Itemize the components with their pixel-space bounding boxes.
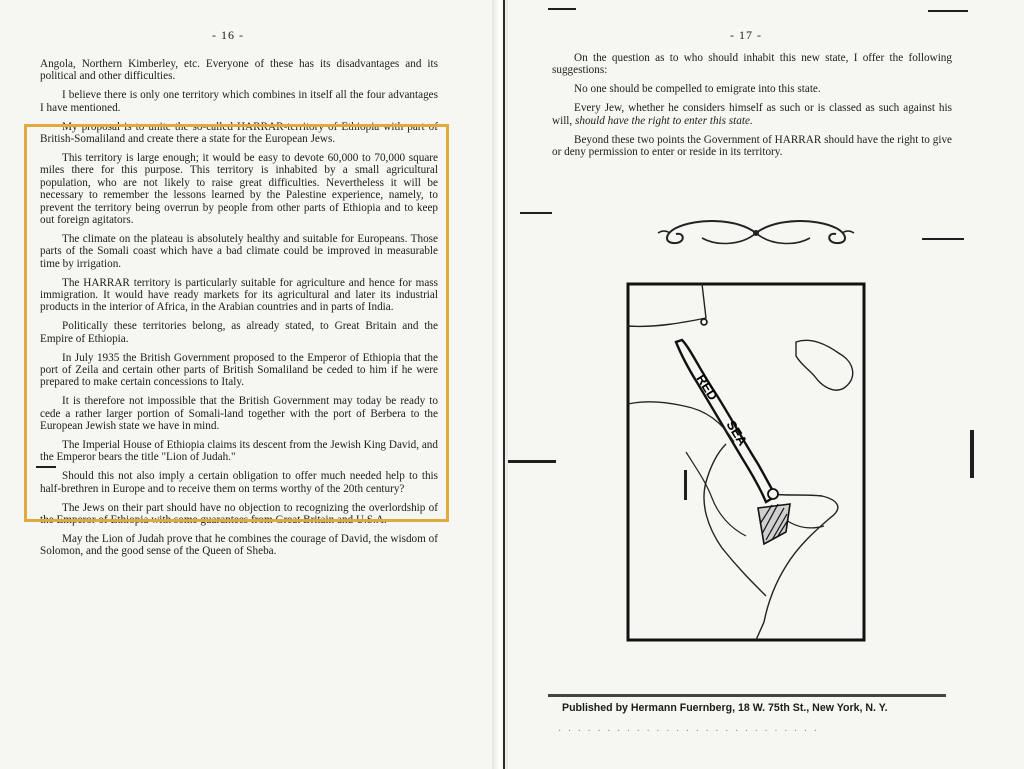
left-page	[0, 0, 492, 769]
scan-mark	[520, 212, 552, 214]
scan-smudge: · · · · · · · · · · · · · · · · · · · · · · · · · · ·	[558, 726, 819, 737]
publisher-footer: Published by Hermann Fuernberg, 18 W. 75th St., New York, N. Y.	[562, 702, 888, 714]
highlight-box	[24, 124, 449, 522]
page-number-right: - 17 -	[730, 28, 762, 42]
page-gutter	[492, 0, 508, 769]
scan-mark	[548, 8, 576, 10]
paragraph-13: May the Lion of Judah prove that he combines the courage of David, the wisdom of Solomon, and the good sense of the Queen of Sheba.	[40, 533, 438, 558]
paragraph-2: I believe there is only one territory which combines in itself all the four advantages I have mentioned.	[40, 89, 438, 114]
paragraph-7: Politically these territories belong, as already stated, to Great Britain and the Empire of Ethiopia.	[40, 320, 438, 345]
paragraph-3: My proposal is to unite the so-called HARRAR-territory of Ethiopia with part of British-Somaliland and create there a state for the European Jews.	[40, 120, 438, 146]
right-paragraph-3	[552, 102, 952, 127]
gutter-line	[503, 0, 505, 769]
map-red-sea	[626, 282, 866, 642]
map-label-red: RED	[693, 371, 721, 403]
right-paragraph-3-lead: Every Jew, whether he considers himself as such or is classed as such against his will,	[552, 102, 952, 127]
page-number-left: - 16 -	[212, 28, 244, 42]
paragraph-4: This territory is large enough; it would be easy to devote 60,000 to 70,000 square miles there for this purpose. This territory is inhabited by a small agricultural population, who are not likely to raise great difficulties. Nevertheless it will be necessary to remember the lessons learned by the Palestine experience, namely, to prevent the territory being overrun by people from other parts of Ethiopia and to keep out foreign agitators.	[40, 151, 438, 226]
right-page	[508, 0, 1024, 769]
paragraph-12: The Jews on their part should have no objection to recognizing the overlordship of the Emperor of Ethiopia with some guarantees from Great Britain and U.S.A.	[40, 501, 438, 527]
scan-mark	[36, 466, 56, 468]
map-label-sea: SEA	[723, 417, 751, 449]
paragraph-11: Should this not also imply a certain obligation to offer much needed help to this half-brethren in Europe and to receive them on terms worthy of the 20th century?	[40, 470, 438, 495]
right-page-text	[552, 52, 952, 165]
scan-mark	[508, 460, 556, 463]
scan-mark	[684, 470, 687, 500]
ornament-scroll-icon	[656, 216, 856, 250]
right-paragraph-2: No one should be compelled to emigrate into this state.	[574, 83, 821, 96]
paragraph-10: The Imperial House of Ethiopia claims its descent from the Jewish King David, and the Emperor bears the title "Lion of Judah."	[40, 439, 438, 464]
paragraph-8: In July 1935 the British Government proposed to the Emperor of Ethiopia that the port of Zeila and certain other parts of British Somaliland be ceded to him if he were prepared to make certain concessions to Italy.	[40, 351, 438, 389]
paragraph-9: It is therefore not impossible that the British Government may today be ready to cede a rather larger portion of Somali-land together with the port of Berbera to the European Jewish state we have in mind.	[40, 395, 438, 433]
right-paragraph-3-italic: should have the right to enter this state.	[575, 114, 753, 127]
footer-rule	[548, 694, 946, 697]
paragraph-1: Angola, Northern Kimberley, etc. Everyone of these has its disadvantages and its political and other difficulties.	[40, 58, 438, 83]
right-paragraph-4: Beyond these two points the Government of HARRAR should have the right to give or deny permission to enter or reside in its territory.	[552, 133, 952, 158]
scan-mark	[922, 238, 964, 240]
scan-mark	[928, 10, 968, 12]
paragraph-5: The climate on the plateau is absolutely healthy and suitable for Europeans. Those parts of the Somali coast which have a bad climate could be improved in measurable time by irrigation.	[40, 232, 438, 270]
right-paragraph-1: On the question as to who should inhabit this new state, I offer the following suggestions:	[552, 52, 952, 77]
paragraph-6: The HARRAR territory is particularly suitable for agriculture and hence for mass immigration. It would have ready markets for its agricultural and later its industrial products in the interior of Africa, in the Arabian countries and in parts of India.	[40, 276, 438, 314]
scan-mark	[970, 430, 974, 478]
